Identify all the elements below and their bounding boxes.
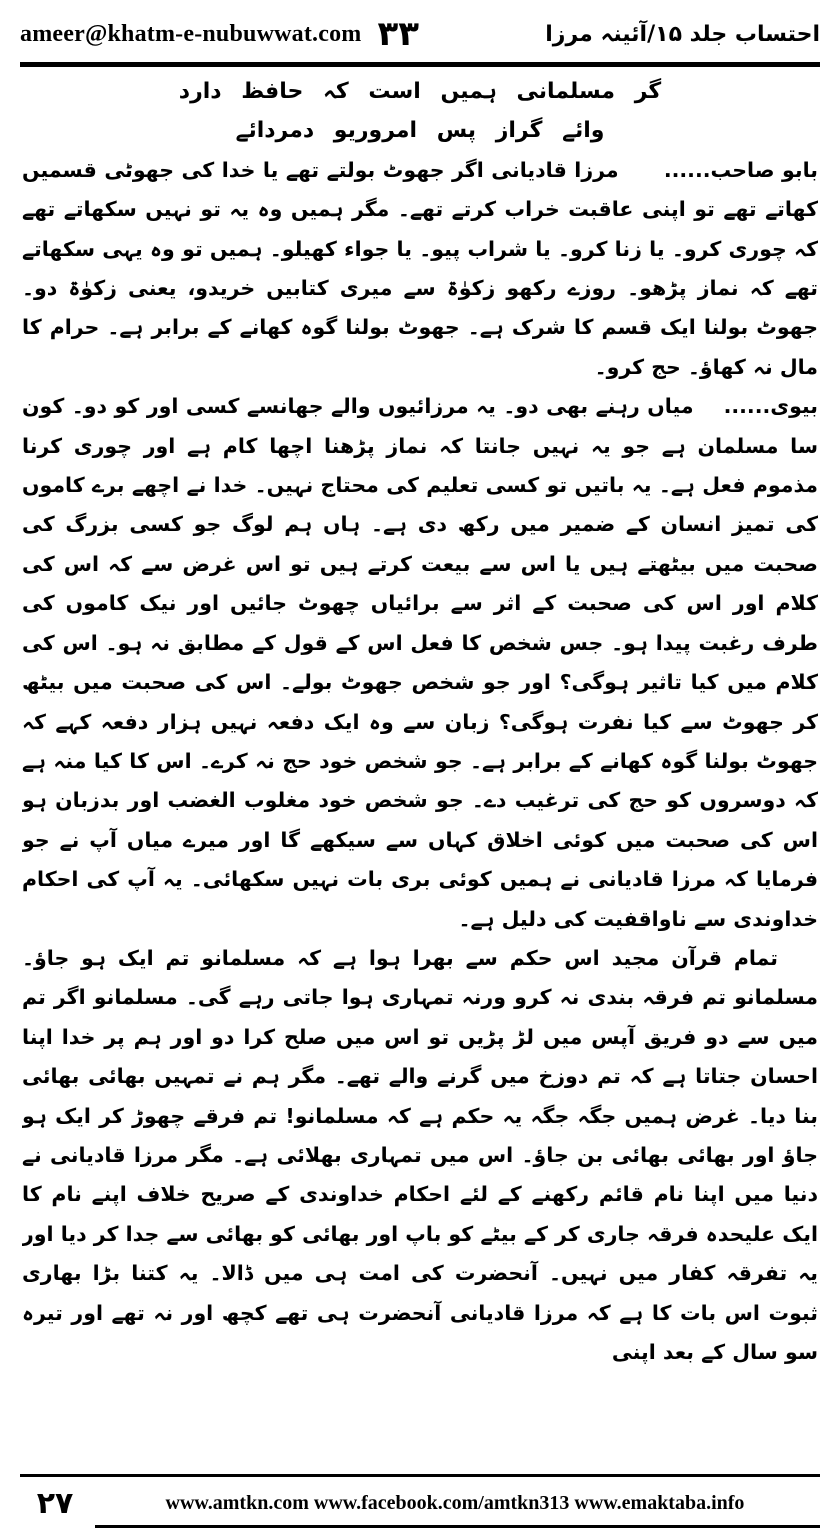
header-email[interactable]: ameer@khatm-e-nubuwwat.com (20, 20, 362, 47)
paragraph-biwi (22, 387, 818, 939)
footer-divider-top (20, 1474, 820, 1477)
footer-page-number: ۲۷ (36, 1485, 74, 1521)
paragraph-text: میاں رہنے بھی دو۔ یہ مرزائیوں والے جھانسے کسی اور کو دو۔ کون سا مسلمان ہے جو یہ نہیں جانتا کہ نماز پڑھنا اچھا کام ہے اور چوری کرنا مذموم فعل ہے۔ یہ باتیں تو کسی تعلیم کی محتاج نہیں۔ خدا نے اچھے برے کاموں کی تمیز انسان کے ضمیر میں رکھ دی ہے۔ ہاں ہم لوگ جو کسی بزرگ کی صحبت میں بیٹھتے ہیں یا اس سے بیعت کرتے ہیں تو اس غرض سے کہ اس کی کلام اور اس کی صحبت کے اثر سے برائیاں چھوٹ جائیں اور نیک کاموں کی طرف رغبت پیدا ہو۔ جس شخص کا فعل اس کے قول کے مطابق نہ ہو۔ اس کی کلام میں کیا تاثیر ہوگی؟ اور جو شخص جھوٹ بولے۔ اس کی صحبت میں بیٹھ کر جھوٹ سے کیا نفرت ہوگی؟ زبان سے وہ ایک دفعہ نہیں ہزار دفعہ کہے کہ جھوٹ بولنا گوہ کھانے کے برابر ہے۔ جو شخص خود حج نہ کرے۔ اس کا کیا منہ ہے کہ دوسروں کو حج کی ترغیب دے۔ جو شخص خود مغلوب الغضب اور بدزبان ہو اس کی صحبت میں کوئی اخلاق کہاں سے سیکھے گا اور میرے میاں آپ نے جو فرمایا کہ مرزا قادیانی نے ہمیں کوئی بری بات نہیں سکھائی۔ یہ آپ کی احکام خداوندی سے ناواقفیت کی دلیل ہے۔ (22, 394, 818, 931)
paragraph-text: تمام قرآن مجید اس حکم سے بھرا ہوا ہے کہ مسلمانو تم ایک ہو جاؤ۔ مسلمانو تم فرقہ بندی نہ کرو ورنہ تمہاری ہوا جاتی رہے گی۔ مسلمانو اگر تم میں سے دو فریق آپس میں لڑ پڑیں تو اس میں صلح کرا دو اور ہم پر خدا اپنا احسان جتاتا ہے کہ تم دوزخ میں گرنے والے تھے۔ مگر ہم نے تمہیں بھائی بھائی بنا دیا۔ غرض ہمیں جگہ جگہ یہ حکم ہے کہ مسلمانو! تم فرقے چھوڑ کر ایک ہو جاؤ اور بھائی بھائی بن جاؤ۔ اس میں تمہاری بھلائی ہے۔ مگر مرزا قادیانی نے دنیا میں اپنا نام قائم رکھنے کے لئے احکام خداوندی کے صریح خلاف اپنے نام کا ایک علیحدہ فرقہ جاری کر کے بیٹے کو باپ اور بھائی کو بھائی سے جدا کر دیا اور یہ تفرقہ کفار میں نہیں۔ آنحضرت کی امت ہی میں ڈالا۔ یہ کتنا بڑا بھاری ثبوت اس بات کا ہے کہ مرزا قادیانی آنحضرت ہی تھے کچھ اور نہ تھے اور تیرہ سو سال کے بعد اپنی (22, 945, 818, 1364)
header-left-group (20, 14, 419, 54)
header-divider (20, 62, 820, 67)
header-page-number: ۳۳ (377, 14, 419, 54)
footer-links[interactable]: www.amtkn.com www.facebook.com/amtkn313 www.emaktaba.info (165, 1491, 745, 1514)
page-header (20, 10, 820, 58)
page-body (22, 72, 818, 1460)
speaker-label: بابو صاحب...... (663, 157, 818, 182)
verse-line-1: گر مسلمانی ہمیں است کہ حافظ دارد (178, 79, 662, 104)
footer-divider-bottom (95, 1525, 820, 1528)
footer-row (20, 1482, 820, 1524)
header-book-title: احتساب جلد ۱۵/آئینہ مرزا (545, 21, 820, 47)
speaker-label: بیوی...... (723, 394, 818, 419)
page-footer (20, 1474, 820, 1530)
paragraph-text: مرزا قادیانی اگر جھوٹ بولتے تھے یا خدا کی جھوٹی قسمیں کھاتے تھے تو اپنی عاقبت خراب کرتے تھے۔ مگر ہمیں وہ یہ تو نہیں سکھاتے تھے کہ چوری کرو۔ یا زنا کرو۔ یا شراب پیو۔ یا جواء کھیلو۔ ہمیں تو وہ یہی سکھاتے تھے کہ نماز پڑھو۔ روزے رکھو زکوٰۃ سے میری کتابیں خریدو، یعنی زکوٰۃ دو۔ جھوٹ بولنا ایک قسم کا شرک ہے۔ جھوٹ بولنا گوہ کھانے کے برابر ہے۔ حرام کا مال نہ کھاؤ۔ حج کرو۔ (22, 157, 818, 379)
paragraph-babu-sahib (22, 151, 818, 387)
paragraph-quran (22, 939, 818, 1372)
verse-line-2: وائے گراز پس امروریو دمردائے (235, 118, 605, 144)
